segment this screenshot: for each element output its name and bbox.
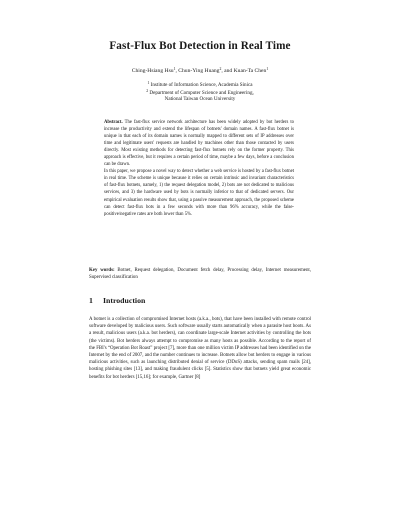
paper-title: Fast-Flux Bot Detection in Real Time [109,40,291,52]
author-name: Kuan-Ta Chen [233,68,267,75]
author-name: Chun-Ying Huang [178,68,220,75]
abstract-paragraph [104,119,294,168]
author-separator: , and [221,68,234,75]
affiliation-line: Institute of Information Science, Academia Sinica [150,82,253,89]
keywords-text: Botnet, Request delegation, Document fetch delay, Processing delay, Internet measurement, Supervised classification [89,268,311,281]
body-paragraph: A botnet is a collection of compromised Internet hosts (a.k.a., bots), that have been installed with remote control software developed by malicious users. Such software usually starts automatically when a parasite host boots. As a result, malicious users (a.k.a. bot herders), can coordinate large-scale Internet activities by controlling the bots (the victims). Bot herders always attempt to compromise as many hosts as possible. According to the report of the FBI's “Operation Bot Roast” project [7], more than one million victim IP addresses had been identified on the Internet by the end of 2007, and the number continues to increase. Botnets allow bot herders to engage in various malicious activities, such as launching distributed denial of service (DDoS) attacks, sending spam mails [24], hosting phishing sites [13], and making fraudulent clicks [5]. Statistics show that botnets yield great economic benefits for bot herders [15,16]; for example, Gartner [8] [89,317,311,380]
affiliation-mark: 1 [147,81,150,85]
section-title: Introduction [103,296,146,305]
affiliation-mark: 2 [146,89,149,93]
keywords-label: Key words: [89,268,115,273]
abstract-paragraph: In this paper, we propose a novel way to detect whether a web service is hosted by a fast-flux botnet in real time. The scheme is unique because it relies on certain intrinsic and invariant characteristics of fast-flux botnets, namely, 1) the request delegation model, 2) bots are not dedicated to malicious services, and 3) the hardware used by bots is normally inferior to that of dedicated servers. Our empirical evaluation results show that, using a passive measurement approach, the proposed scheme can detect fast-flux bots in a few seconds with more than 96% accuracy, while the false-positive/negative rates are both lower than 5%. [104,169,294,217]
abstract-text: The fast-flux service network architecture has been widely adopted by bot herders to increase the productivity and extend the lifespan of botnets' domain names. A fast-flux botnet is unique in that each of its domain names is normally mapped to different sets of IP addresses over time and legitimate users' requests are handled by machines other than those contacted by users directly. Most existing methods for detecting fast-flux botnets rely on the former property. This approach is effective, but it requires a certain period of time, maybe a few days, before a conclusion can be drawn. [104,120,295,168]
author-separator: , [175,68,179,75]
author-name: Ching-Hsiang Hsu [131,68,174,75]
affiliation-line: National Taiwan Ocean University [164,96,236,102]
abstract [104,119,294,218]
introduction-text [89,316,311,381]
author-affiliation-mark: 2 [219,67,222,71]
abstract-label: Abstract. [104,120,123,125]
author-list [0,67,400,74]
affiliation-line: Department of Computer Science and Engineering, [149,90,254,97]
author-affiliation-mark: 1 [173,67,176,71]
author-affiliation-mark: 1 [266,67,269,71]
section-number: 1 [89,296,93,305]
section-heading [89,296,145,305]
affiliation-2-continued [0,96,400,103]
keywords [89,267,311,281]
